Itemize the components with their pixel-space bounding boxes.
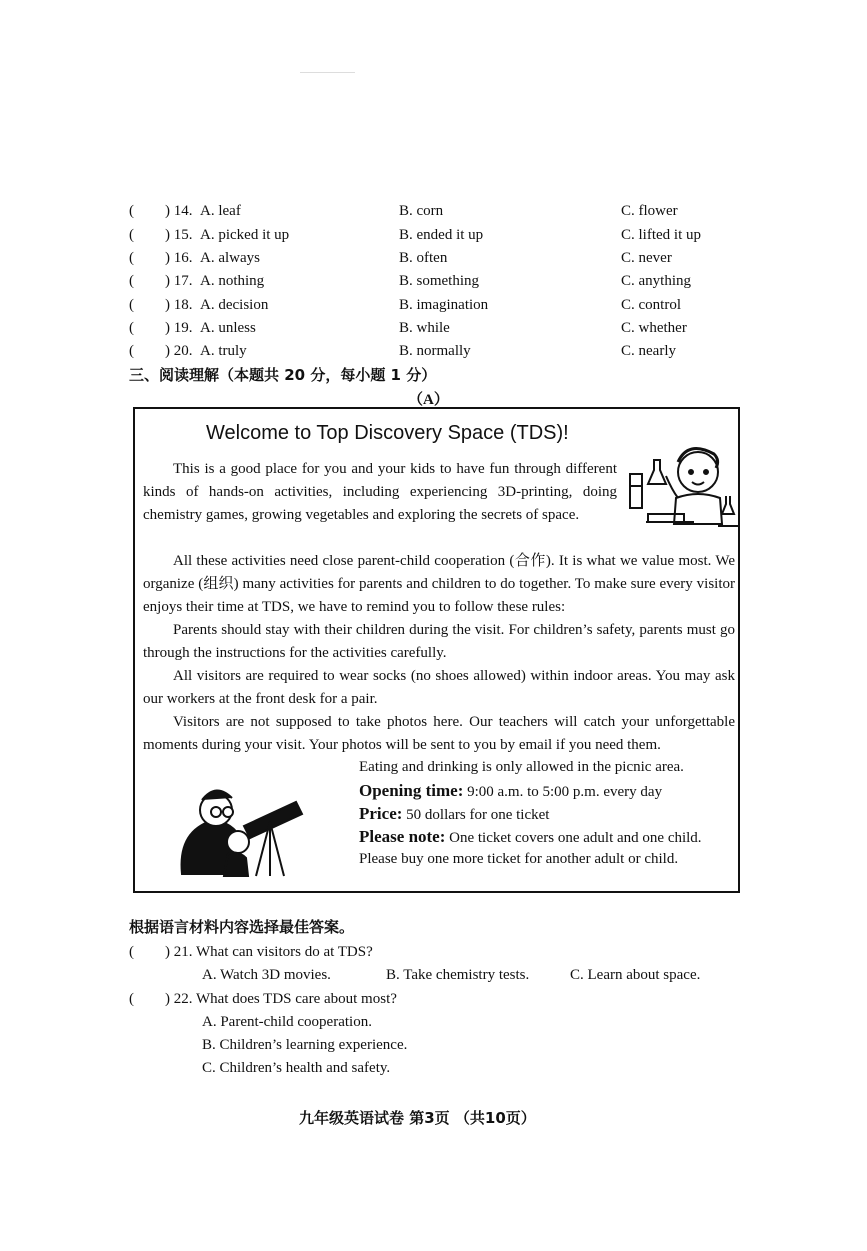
option-b: B. often <box>399 250 448 266</box>
answer-blank: ( <box>129 203 134 219</box>
section-title: 三、阅读理解（本题共 20 分，每小题 1 分） <box>129 366 437 384</box>
choice-row-20 <box>0 340 867 363</box>
ticket-note <box>359 825 702 850</box>
question-number: ) 17. <box>165 273 193 289</box>
option-c: C. control <box>621 297 681 313</box>
option-c: C. lifted it up <box>621 227 701 243</box>
answer-blank: ( <box>129 227 134 243</box>
answer-blank: ( <box>129 250 134 266</box>
q22-option-a: A. Parent-child cooperation. <box>202 1014 372 1030</box>
paragraph-4: All visitors are required to wear socks (no shoes allowed) within indoor areas. You may ask our workers at the front desk for a pair. <box>143 668 735 707</box>
q21-option-a: A. Watch 3D movies. <box>202 967 331 983</box>
chemistry-kid-illustration <box>626 436 738 536</box>
q22-stem: ) 22. What does TDS care about most? <box>165 991 397 1007</box>
q21-option-b: B. Take chemistry tests. <box>386 967 530 983</box>
paragraph-3: Parents should stay with their children during the visit. For children’s safety, parents must go through the instructions for the activities carefully. <box>143 622 735 661</box>
choice-row-14 <box>0 200 867 223</box>
question-number: ) 18. <box>165 297 193 313</box>
opening-time <box>359 779 662 804</box>
question-instruction: 根据语言材料内容选择最佳答案。 <box>129 918 355 936</box>
choice-row-17 <box>0 270 867 293</box>
answer-blank: ( <box>129 273 134 289</box>
option-a: A. always <box>200 250 260 266</box>
option-a: A. truly <box>200 343 247 359</box>
scan-mark <box>300 72 355 73</box>
option-c: C. whether <box>621 320 687 336</box>
opening-label: Opening time: <box>359 781 464 800</box>
option-a: A. picked it up <box>200 227 290 243</box>
option-c: C. nearly <box>621 343 676 359</box>
q21-option-c: C. Learn about space. <box>570 967 701 983</box>
option-c: C. anything <box>621 273 691 289</box>
paragraph-5: Visitors are not supposed to take photos here. Our teachers will catch your unforgettable moments during your visit. Your photos will be sent to you by email if you need them. <box>143 714 735 753</box>
paragraph-1: This is a good place for you and your kids to have fun through different kinds of hands-on activities, including experiencing 3D-printing, doing chemistry games, growing vegetables and exploring the secrets of space. <box>143 461 617 523</box>
eating-rule: Eating and drinking is only allowed in the picnic area. <box>359 759 684 775</box>
question-number: ) 19. <box>165 320 193 336</box>
option-a: A. leaf <box>200 203 241 219</box>
question-number: ) 16. <box>165 250 193 266</box>
paragraph-2: All these activities need close parent-child cooperation (合作). It is what we value most. We organize (组织) many activities for parents and children to do together. To make sure every visitor enjoys their time at TDS, we have to remind you to follow these rules: <box>143 553 735 615</box>
q21-stem: ) 21. What can visitors do at TDS? <box>165 944 373 960</box>
choice-row-18 <box>0 294 867 317</box>
q22-option-c: C. Children’s health and safety. <box>202 1060 391 1076</box>
passage-label: （A） <box>408 392 449 408</box>
answer-blank: ( <box>129 297 134 313</box>
note-label: Please note: <box>359 827 446 846</box>
q21-blank: ( <box>129 944 134 960</box>
passage-title: Welcome to Top Discovery Space (TDS)! <box>206 422 569 444</box>
answer-blank: ( <box>129 343 134 359</box>
price <box>359 802 549 827</box>
choice-row-19 <box>0 317 867 340</box>
option-b: B. something <box>399 273 480 289</box>
option-b: B. corn <box>399 203 444 219</box>
choice-row-16 <box>0 247 867 270</box>
option-a: A. decision <box>200 297 269 313</box>
option-b: B. imagination <box>399 297 489 313</box>
option-a: A. nothing <box>200 273 265 289</box>
price-value: 50 dollars for one ticket <box>402 807 550 823</box>
page-footer: 九年级英语试卷 第3页 （共10页） <box>299 1109 536 1127</box>
option-a: A. unless <box>200 320 256 336</box>
option-b: B. normally <box>399 343 471 359</box>
q22-blank: ( <box>129 991 134 1007</box>
telescope-illustration <box>174 780 306 880</box>
option-b: B. ended it up <box>399 227 484 243</box>
option-b: B. while <box>399 320 450 336</box>
price-label: Price: <box>359 804 403 823</box>
note-value: One ticket covers one adult and one child. <box>445 830 702 846</box>
opening-value: 9:00 a.m. to 5:00 p.m. every day <box>463 784 663 800</box>
option-c: C. never <box>621 250 672 266</box>
option-c: C. flower <box>621 203 678 219</box>
question-number: ) 15. <box>165 227 193 243</box>
ticket-note-2: Please buy one more ticket for another adult or child. <box>359 851 679 867</box>
question-number: ) 20. <box>165 343 193 359</box>
question-number: ) 14. <box>165 203 193 219</box>
choice-row-15 <box>0 224 867 247</box>
answer-blank: ( <box>129 320 134 336</box>
q22-option-b: B. Children’s learning experience. <box>202 1037 408 1053</box>
